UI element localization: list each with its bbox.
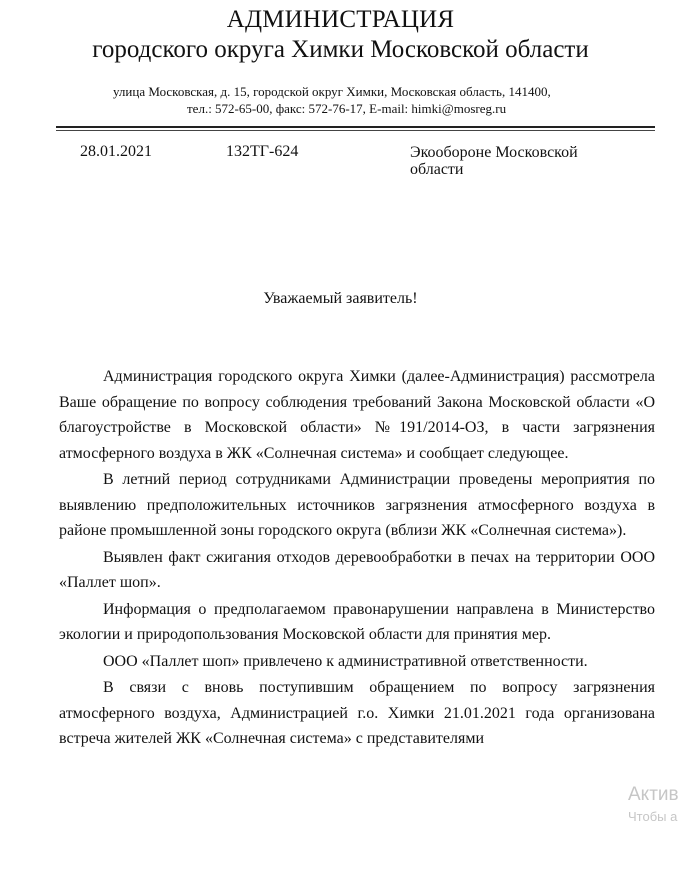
org-title: АДМИНИСТРАЦИЯ [226,6,455,33]
registration-number: 132ТГ-624 [226,143,299,160]
activation-watermark [628,784,679,825]
letter-body [59,364,655,752]
addressee: Экообороне Московской области [410,144,578,178]
watermark-line2: Чтобы а [628,809,678,824]
watermark-line1: Актив [628,784,679,805]
paragraph: Выявлен факт сжигания отходов деревообработки в печах на территории ООО «Паллет шоп». [59,548,655,591]
paragraph: Администрация городского округа Химки (далее-Администрация) рассмотрела Ваше обращение по вопросу соблюдения требований Закона Московской области «О благоустройстве в Московской области» №191/2014-ОЗ, в части загрязнения атмосферного воздуха в ЖК «Солнечная система» и сообщает следующее. [59,368,655,462]
paragraph: Информация о предполагаемом правонарушении направлена в Министерство экологии и природопользования Московской области для принятия мер. [59,600,655,643]
paragraph: В связи с вновь поступившим обращением по вопросу загрязнения атмосферного воздуха, Администрацией г.о. Химки 21.01.2021 года организована встреча жителей ЖК «Солнечная система» с представителями [59,679,655,747]
org-contacts: тел.: 572-65-00, факс: 572-76-17, E-mail: himki@mosreg.ru [187,101,507,116]
header-divider-thin [56,130,655,131]
paragraph: В летний период сотрудниками Администрации проведены мероприятия по выявлению предположительных источников загрязнения атмосферного воздуха в районе промышленной зоны городского округа (вблизи ЖК «Солнечная система»). [59,471,655,539]
org-address: улица Московская, д. 15, городской округ Химки, Московская область, 141400, [113,84,551,99]
salutation: Уважаемый заявитель! [263,290,418,307]
registration-date: 28.01.2021 [80,143,152,160]
org-subtitle: городского округа Химки Московской области [92,36,589,63]
header-divider [56,126,655,128]
paragraph: ООО «Паллет шоп» привлечено к административной ответственности. [103,652,588,670]
